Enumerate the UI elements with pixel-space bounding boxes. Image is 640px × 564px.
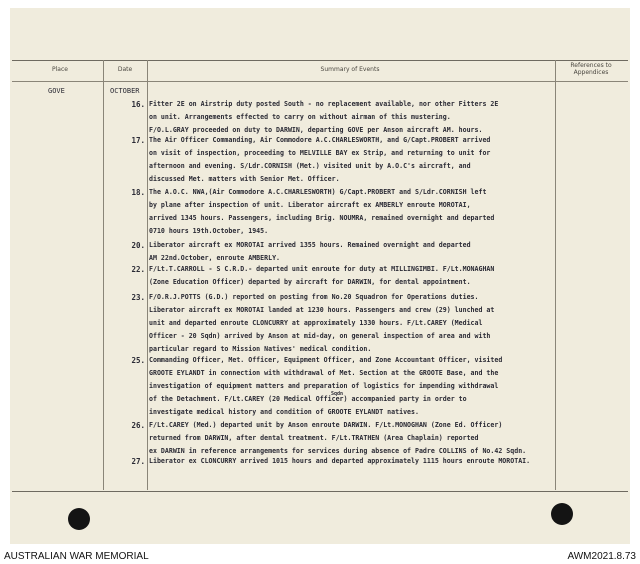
column-divider-date [147, 60, 148, 490]
entry-line: Liberator aircraft ex MOROTAI arrived 1355 hours. Remained overnight and departed [149, 241, 471, 249]
entry-line: F/O.R.J.POTTS (G.D.) reported on posting from No.20 Squadron for Operations duties. [149, 293, 479, 301]
entry-day: 18. [131, 188, 145, 197]
entry-line: unit and departed enroute CLONCURRY at approximately 1330 hours. F/Lt.CAREY (Medical [149, 319, 483, 328]
entry-line: particular regard to Mission Natives' medical condition. [149, 345, 372, 354]
column-divider-summary [555, 60, 556, 490]
entry-line: of the Detachment. F/Lt.CAREY (20 Medical Officer) accompanied party in order to [149, 395, 467, 404]
entry-line: afternoon and evening. S/Ldr.CORNISH (Met.) visited unit by A.O.C's aircraft, and [149, 162, 471, 171]
footer-institution: AUSTRALIAN WAR MEMORIAL [4, 551, 149, 562]
entry-day: 20. [131, 241, 145, 250]
entry-line: 0710 hours 19th.October, 1945. [149, 227, 269, 236]
entry-day: 16. [131, 100, 145, 109]
entry-line: discussed Met. matters with Senior Met. Officer. [149, 175, 340, 184]
entry-line: arrived 1345 hours. Passengers, including Brig. NOUMRA, remained overnight and departed [149, 214, 495, 223]
entry-line: investigate medical history and condition of GROOTE EYLANDT natives. [149, 408, 419, 417]
header-divider [12, 81, 628, 82]
entry-line: ex DARWIN in reference arrangements for services during absence of Padre COLLINS of No.42 Sqdn. [149, 447, 527, 456]
entry-line: investigation of equipment matters and preparation of logistics for impending withdrawal [149, 382, 499, 391]
entry-day: 27. [131, 457, 145, 466]
entry-day: 17. [131, 136, 145, 145]
entry-line: returned from DARWIN, after dental treatment. F/Lt.TRATHEN (Area Chaplain) reported [149, 434, 479, 443]
entry-line: Officer - 20 Sqdn) arrived by Anson at mid-day, on general inspection of area and with [149, 332, 491, 341]
entry-line: Fitter 2E on Airstrip duty posted South - no replacement available, nor other Fitters 2E [149, 100, 499, 108]
handwritten-insertion: Sqdn [331, 391, 344, 397]
entry-line: GROOTE EYLANDT in connection with withdrawal of Met. Section at the GROOTE Base, and the [149, 369, 499, 378]
entry-day: 22. [131, 265, 145, 274]
month-value: OCTOBER [110, 87, 140, 95]
punch-hole-left [68, 508, 90, 530]
entry-line: Liberator ex CLONCURRY arrived 1015 hours and departed approximately 1115 hours enroute MOROTAI. [149, 457, 531, 465]
entry-line: (Zone Education Officer) departed by aircraft for DARWIN, for dental appointment. [149, 278, 471, 287]
entry-line: F/Lt.T.CARROLL - S C.R.D.- departed unit enroute for duty at MILLINGIMBI. F/Lt.MONAGHAN [149, 265, 495, 273]
entry-line: F/O.L.GRAY proceeded on duty to DARWIN, departing GOVE per Anson aircraft AM. hours. [149, 126, 483, 135]
header-references: References to Appendices [570, 62, 612, 76]
entry-line: on visit of inspection, proceeding to MELVILLE BAY ex Strip, and returning to unit for [149, 149, 491, 158]
header-summary: Summary of Events [320, 66, 380, 73]
entry-line: The A.O.C. NWA,(Air Commodore A.C.CHARLESWORTH) G/Capt.PROBERT and S/Ldr.CORNISH left [149, 188, 487, 196]
entry-day: 25. [131, 356, 145, 365]
column-divider-place [103, 60, 104, 490]
footer-reference: AWM2021.8.73 [567, 551, 636, 562]
entry-line: on unit. Arrangements effected to carry on without airman of this mustering. [149, 113, 451, 122]
entry-day: 23. [131, 293, 145, 302]
entry-line: The Air Officer Commanding, Air Commodore A.C.CHARLESWORTH, and G/Capt.PROBERT arrived [149, 136, 491, 144]
punch-hole-right [551, 503, 573, 525]
entry-line: by plane after inspection of unit. Liberator aircraft ex AMBERLY enroute MOROTAI, [149, 201, 471, 210]
header-place: Place [52, 66, 68, 73]
header-date: Date [117, 66, 133, 73]
entry-line: AM 22nd.October, enroute AMBERLY. [149, 254, 281, 263]
entry-line: Liberator aircraft ex MOROTAI landed at 1230 hours. Passengers and crew (29) lunched at [149, 306, 495, 315]
entry-line: F/Lt.CAREY (Med.) departed unit by Anson enroute DARWIN. F/Lt.MONOGHAN (Zone Ed. Officer) [149, 421, 503, 429]
entry-line: Commanding Officer, Met. Officer, Equipment Officer, and Zone Accountant Officer, visited [149, 356, 503, 364]
entry-day: 26. [131, 421, 145, 430]
place-value: GOVE [48, 87, 65, 95]
